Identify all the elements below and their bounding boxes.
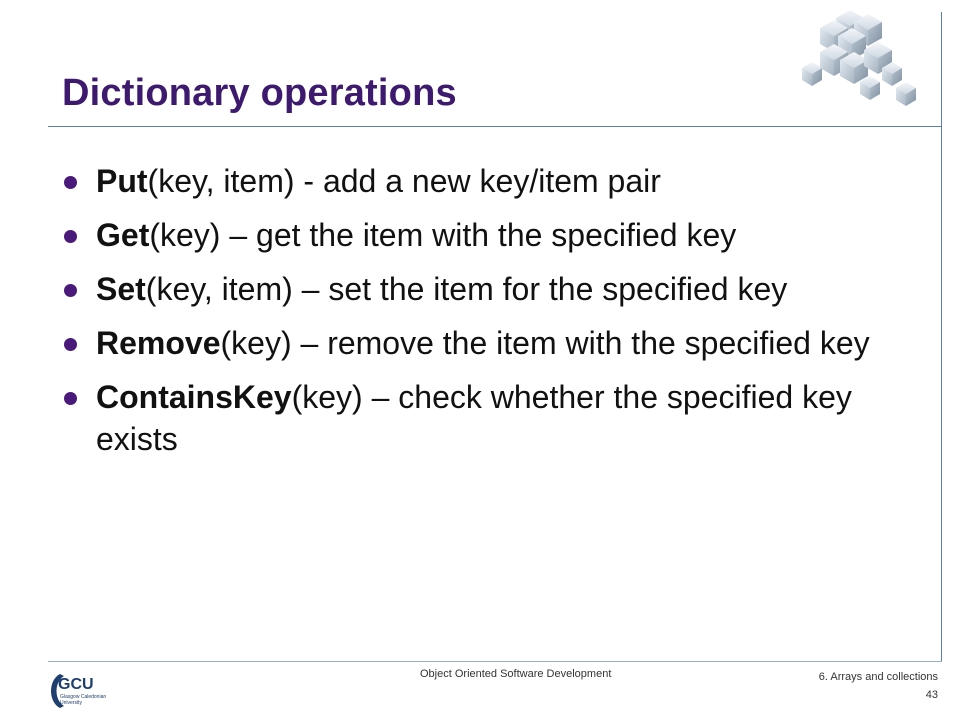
method-name: Get (96, 217, 150, 253)
method-description: (key) – check whether the specified key exists (96, 379, 852, 457)
method-description: (key, item) - add a new key/item pair (147, 163, 661, 199)
bullet-list (62, 160, 902, 472)
cubes-icon (798, 6, 928, 110)
right-border (941, 12, 942, 662)
bullet-item (62, 160, 902, 202)
bullet-item (62, 322, 902, 364)
logo-name: Glasgow Caledonian University (60, 694, 107, 706)
method-name: Set (96, 271, 146, 307)
bullet-item (62, 268, 902, 310)
footer-section: 6. Arrays and collections (818, 671, 938, 683)
footer-course: Object Oriented Software Development (420, 668, 612, 680)
method-name: Remove (96, 325, 221, 361)
method-name: Put (96, 163, 148, 199)
method-description: (key) – get the item with the specified key (149, 217, 737, 253)
method-description: (key) – remove the item with the specified key (220, 325, 870, 361)
bullet-icon (64, 230, 77, 243)
slide-title: Dictionary operations (62, 72, 457, 114)
bullet-icon (64, 338, 77, 351)
page-number: 43 (925, 689, 938, 701)
bullet-icon (64, 176, 77, 189)
bullet-item (62, 214, 902, 256)
footer-right (819, 668, 938, 704)
logo-abbreviation: GCU (58, 676, 94, 693)
title-divider (48, 126, 942, 127)
method-description: (key, item) – set the item for the specified key (145, 271, 788, 307)
bullet-icon (64, 284, 77, 297)
bullet-icon (64, 392, 77, 405)
method-name: ContainsKey (96, 379, 292, 415)
bullet-item (62, 376, 902, 460)
footer-divider (48, 661, 942, 662)
